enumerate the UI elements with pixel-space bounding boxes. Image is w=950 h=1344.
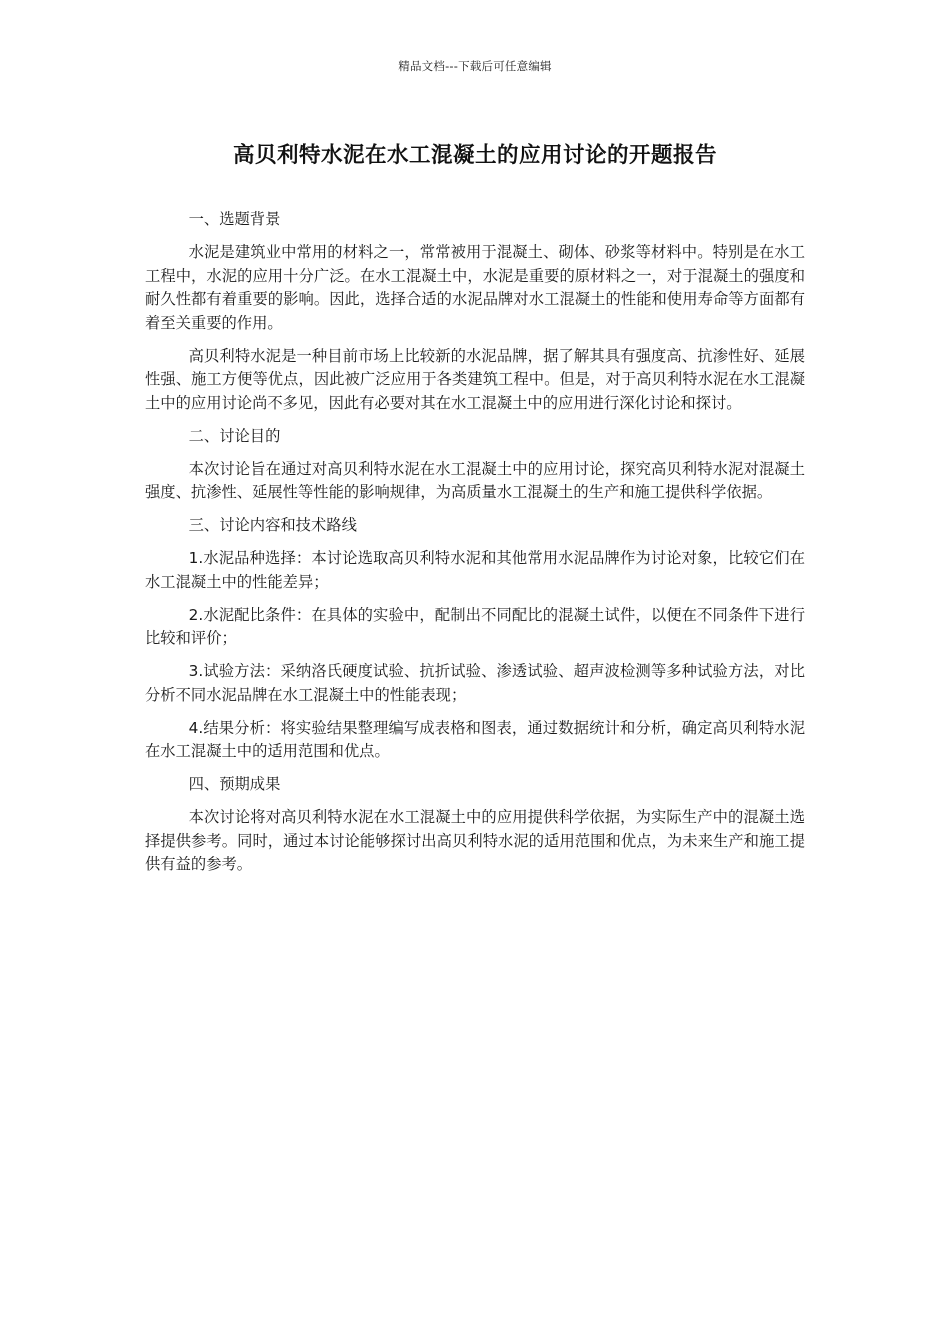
list-item: 2.水泥配比条件：在具体的实验中，配制出不同配比的混凝土试件，以便在不同条件下进行比较和评价；: [145, 605, 805, 647]
section-heading: 三、讨论内容和技术路线: [188, 516, 357, 534]
list-item: 3.试验方法：采纳洛氏硬度试验、抗折试验、渗透试验、超声波检测等多种试验方法，对比分析不同水泥品牌在水工混凝土中的性能表现；: [145, 662, 805, 704]
list-item: 4.结果分析：将实验结果整理编写成表格和图表，通过数据统计和分析，确定高贝利特水泥在水工混凝土中的适用范围和优点。: [145, 718, 805, 760]
paragraph: 本次讨论旨在通过对高贝利特水泥在水工混凝土中的应用讨论，探究高贝利特水泥对混凝土强度、抗渗性、延展性等性能的影响规律，为高质量水工混凝土的生产和施工提供科学依据。: [145, 459, 805, 501]
document-body: [145, 208, 805, 886]
document-title: 高贝利特水泥在水工混凝土的应用讨论的开题报告: [232, 143, 717, 168]
section-heading: 一、选题背景: [188, 210, 281, 228]
section-heading: 二、讨论目的: [188, 426, 281, 445]
section-background: [145, 208, 805, 415]
section-heading: 四、预期成果: [188, 775, 281, 793]
page-header: 精品文档---下载后可任意编辑: [398, 59, 552, 73]
section-purpose: [145, 425, 805, 505]
paragraph: 本次讨论将对高贝利特水泥在水工混凝土中的应用提供科学依据，为实际生产中的混凝土选择提供参考。同时，通过本讨论能够探讨出高贝利特水泥的适用范围和优点，为未来生产和施工提供有益的参考。: [145, 808, 805, 873]
paragraph: 水泥是建筑业中常用的材料之一，常常被用于混凝土、砌体、砂浆等材料中。特别是在水工工程中，水泥的应用十分广泛。在水工混凝土中，水泥是重要的原材料之一，对于混凝土的强度和耐久性都有着重要的影响。因此，选择合适的水泥品牌对水工混凝土的性能和使用寿命等方面都有着至关重要的作用。: [145, 243, 805, 332]
section-expected-results: [145, 773, 805, 877]
paragraph: 高贝利特水泥是一种目前市场上比较新的水泥品牌，据了解其具有强度高、抗渗性好、延展性强、施工方便等优点，因此被广泛应用于各类建筑工程中。但是，对于高贝利特水泥在水工混凝土中的应用讨论尚不多见，因此有必要对其在水工混凝土中的应用进行深化讨论和探讨。: [145, 346, 805, 412]
section-content-and-route: [145, 514, 805, 764]
list-item: 1.水泥品种选择：本讨论选取高贝利特水泥和其他常用水泥品牌作为讨论对象，比较它们在水工混凝土中的性能差异；: [145, 549, 805, 591]
